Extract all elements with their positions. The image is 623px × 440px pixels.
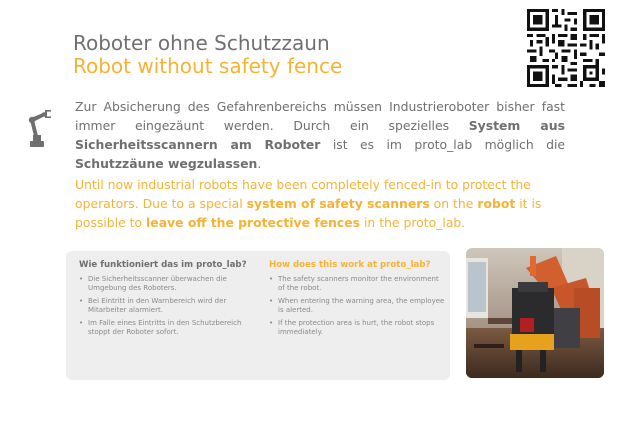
page-title-english: Robot without safety fence	[73, 54, 343, 78]
intro-en-bold-1: system of safety scanners	[246, 196, 430, 211]
intro-de-text-2: ist es im proto_lab möglich die	[320, 137, 566, 152]
intro-paragraph-german	[75, 97, 565, 173]
robot-photo	[466, 248, 604, 378]
list-item: • If the protection area is hurt, the robot stops immediately.	[269, 319, 447, 337]
how-it-works-list-german	[79, 275, 257, 337]
intro-de-text-1: Zur Absicherung des Gefahrenbereichs müssen Industrieroboter bisher fast immer eingezäunt werden. Durch ein spezielles	[75, 99, 565, 133]
intro-en-text-3: it is possible to	[75, 196, 542, 230]
page-title-german: Roboter ohne Schutzzaun	[73, 31, 330, 55]
list-item: • Die Sicherheitsscanner überwachen die Umgebung des Roboters.	[79, 275, 257, 293]
intro-en-bold-2: robot	[477, 196, 516, 211]
intro-en-text-2: on the	[429, 196, 478, 211]
how-it-works-german	[79, 260, 257, 341]
list-item: • Im Falle eines Eintritts in den Schutzbereich stoppt der Roboter sofort.	[79, 319, 257, 337]
how-it-works-english	[269, 260, 447, 341]
intro-paragraph-english	[75, 175, 565, 232]
list-item: • The safety scanners monitor the environment of the robot.	[269, 275, 447, 293]
how-it-works-list-english	[269, 275, 447, 337]
robot-arm-icon	[26, 108, 52, 148]
intro-en-bold-3: leave off the protective fences	[146, 215, 361, 230]
intro-en-text-1: Until now industrial robots have been completely fenced-in to protect the operators. Due to a special	[75, 177, 531, 211]
intro-de-text-3: .	[257, 156, 262, 171]
intro-de-bold-2: Schutzzäune wegzulassen	[75, 156, 258, 171]
list-item: • When entering the warning area, the employee is alerted.	[269, 297, 447, 315]
intro-de-bold-1: System aus Sicherheitsscannern am Roboter	[75, 118, 565, 152]
list-item: • Bei Eintritt in den Warnbereich wird der Mitarbeiter alarmiert.	[79, 297, 257, 315]
qr-code-icon[interactable]	[527, 9, 605, 87]
how-it-works-heading-german: Wie funktioniert das im proto_lab?	[79, 260, 247, 270]
how-it-works-box	[66, 251, 450, 380]
intro-en-text-4: in the proto_lab.	[360, 215, 466, 230]
how-it-works-heading-english: How does this work at proto_lab?	[269, 260, 431, 270]
